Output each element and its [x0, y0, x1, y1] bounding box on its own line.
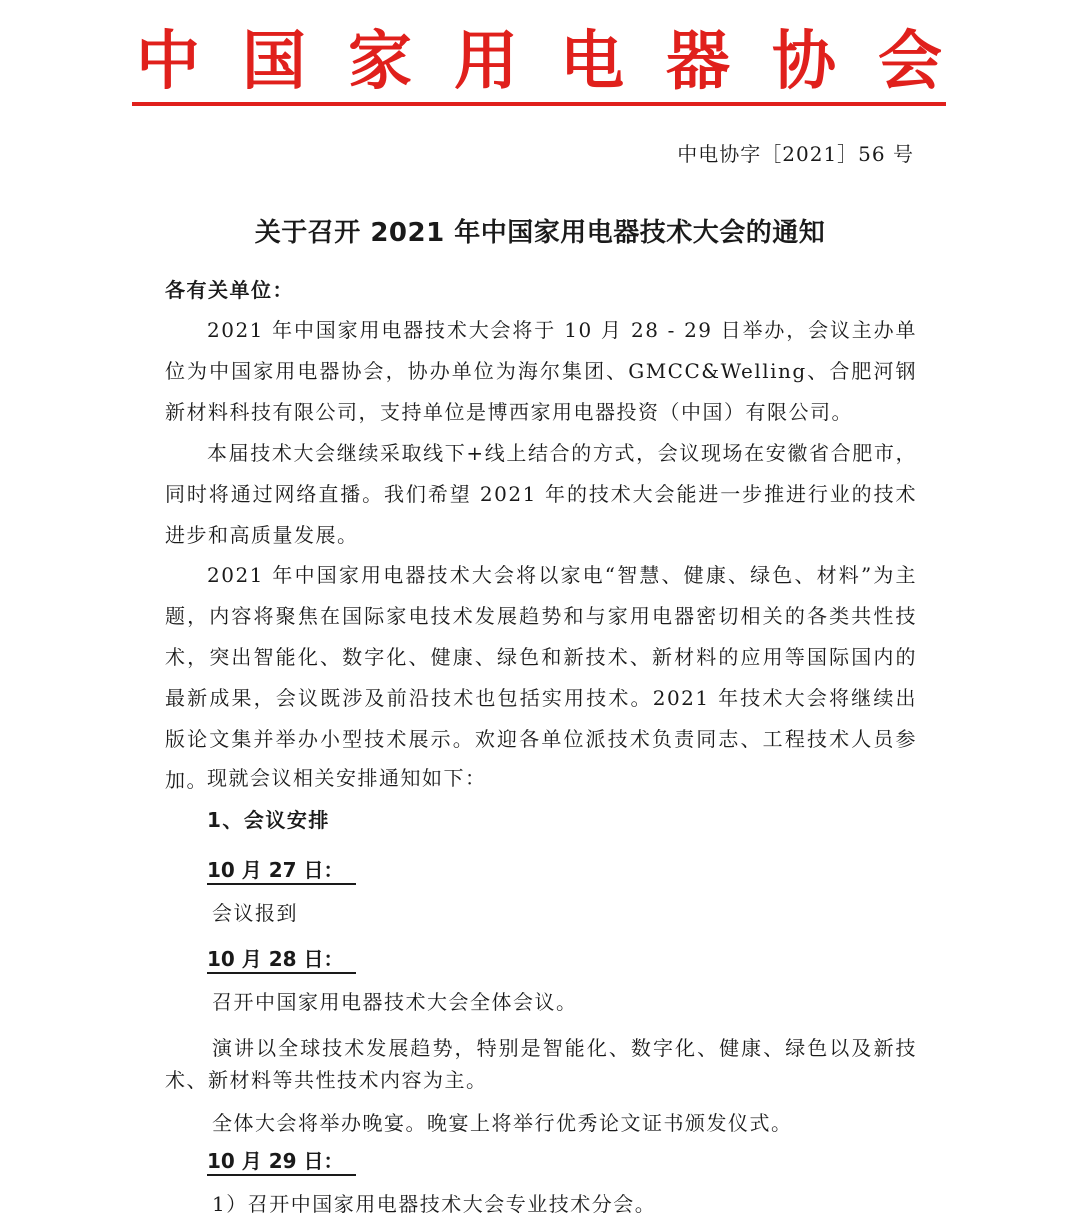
masthead-char: 电: [560, 25, 624, 99]
masthead-char: 会: [878, 25, 942, 99]
schedule-item: 召开中国家用电器技术大会全体会议。: [212, 990, 578, 1014]
paragraph-intro: 现就会议相关安排通知如下：: [207, 766, 487, 790]
paragraph-format: 本届技术大会继续采取线下+线上结合的方式，会议现场在安徽省合肥市，同时将通过网络直播。我们希望 2021 年的技术大会能进一步推进行业的技术进步和高质量发展。: [165, 441, 917, 547]
masthead-char: 用: [454, 25, 518, 99]
schedule-date: 10 月 28 日：: [207, 946, 356, 974]
masthead-char: 中: [136, 25, 200, 99]
schedule-date: 10 月 29 日：: [207, 1148, 356, 1176]
masthead-char: 协: [772, 25, 836, 99]
paragraph-organizers: 2021 年中国家用电器技术大会将于 10 月 28 - 29 日举办，会议主办单位为中国家用电器协会，协办单位为海尔集团、GMCC&Welling、合肥河钢新材料科技有限公司，支持单位是博西家用电器投资（中国）有限公司。: [165, 318, 917, 424]
schedule-item: 演讲以全球技术发展趋势，特别是智能化、数字化、健康、绿色以及新技术、新材料等共性技术内容为主。: [165, 1036, 917, 1092]
schedule-item: 全体大会将举办晚宴。晚宴上将举行优秀论文证书颁发仪式。: [212, 1111, 793, 1135]
masthead-divider: [132, 102, 946, 106]
schedule-item: 1）召开中国家用电器技术大会专业技术分会。: [212, 1192, 657, 1216]
document-number: 中电协字［2021］56 号: [677, 142, 914, 166]
masthead-char: 器: [666, 25, 730, 99]
schedule-date: 10 月 27 日：: [207, 857, 356, 885]
paragraph-theme: 2021 年中国家用电器技术大会将以家电“智慧、健康、绿色、材料”为主题，内容将聚焦在国际家电技术发展趋势和与家用电器密切相关的各类共性技术，突出智能化、数字化、健康、绿色和新技术、新材料的应用等国际国内的最新成果，会议既涉及前沿技术也包括实用技术。2021 年技术大会将继续出版论文集并举办小型技术展示。欢迎各单位派技术负责同志、工程技术人员参加。: [165, 563, 917, 792]
section-heading: 1、会议安排: [207, 808, 330, 832]
masthead-char: 国: [242, 25, 306, 99]
salutation: 各有关单位：: [165, 278, 294, 302]
masthead-char: 家: [348, 25, 412, 99]
org-masthead: [132, 20, 946, 99]
schedule-item: 会议报到: [212, 901, 298, 925]
document-title: 关于召开 2021 年中国家用电器技术大会的通知: [254, 218, 826, 248]
